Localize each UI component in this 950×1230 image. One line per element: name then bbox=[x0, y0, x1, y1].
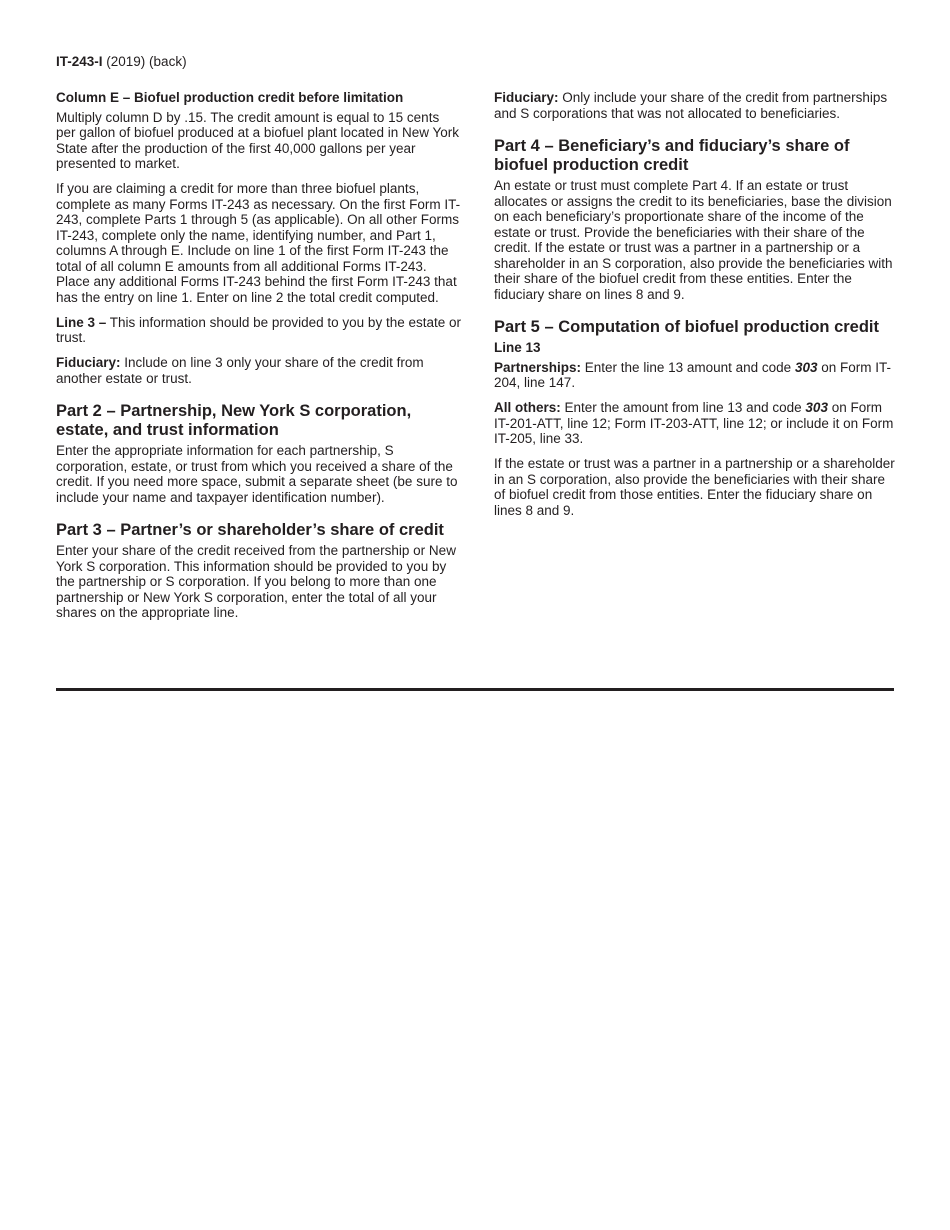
all-others-text-before: Enter the amount from line 13 and code bbox=[560, 400, 806, 415]
part-3-paragraph: Enter your share of the credit received from the partnership or New York S corporation. This information should be provided to you by the partnership or S corporation. If you belong to more than one partnership or New York S corporation, enter the total of all your shares on the appropriate line. bbox=[56, 543, 456, 620]
form-id: IT-243-I bbox=[56, 54, 103, 69]
all-others-text-after: on Form IT-201-ATT, line 12; Form IT-203-ATT, line 12; or include it on Form IT-205, line 33. bbox=[494, 400, 894, 446]
all-others-paragraph bbox=[494, 400, 896, 447]
column-e-heading: Column E – Biofuel production credit before limitation bbox=[56, 90, 404, 105]
left-column bbox=[56, 90, 461, 630]
column-e-paragraph-2: If you are claiming a credit for more than three biofuel plants, complete as many Forms IT-243 as necessary. On the first Form IT-243, complete Parts 1 through 5 (as applicable). On all other Forms IT-243, complete only the name, identifying number, and Part 1, columns A through E. Include on line 1 of the first Form IT-243 the total of all column E amounts from all additional Forms IT-243. Place any additional Forms IT-243 behind the first Form IT-243 that has the entry on line 1. Enter on line 2 the total credit computed. bbox=[56, 181, 461, 305]
part-4-paragraph: An estate or trust must complete Part 4. If an estate or trust allocates or assigns the credit to its beneficiaries, base the division on each beneficiary’s proportionate share of the income of the estate or trust. Provide the beneficiaries with their share of the credit. If the estate or trust was a partner in a partnership or a shareholder in an S corporation, also provide the beneficiaries with their share of the biofuel credit from these entities. Enter the fiduciary share on lines 8 and 9. bbox=[494, 178, 893, 302]
column-e-paragraph-1: Multiply column D by .15. The credit amount is equal to 15 cents per gallon of biofuel produced at a biofuel plant located in New York State after the production of the first 40,000 gallons per year presented to market. bbox=[56, 109, 460, 171]
part-2-heading: Part 2 – Partnership, New York S corporation, estate, and trust information bbox=[56, 402, 412, 439]
estate-trust-paragraph: If the estate or trust was a partner in a partnership or a shareholder in an S corporation, also provide the beneficiaries with their share of biofuel credit from those entities. Enter the fiduciary share on lines 8 and 9. bbox=[494, 456, 895, 518]
part-3-heading: Part 3 – Partner’s or shareholder’s share of credit bbox=[56, 521, 444, 539]
part-2-paragraph: Enter the appropriate information for each partnership, S corporation, estate, or trust from which you received a share of the credit. If you need more space, submit a separate sheet (be sure to include your name and taxpayer identification number). bbox=[56, 443, 458, 505]
line-3-lead: Line 3 – bbox=[56, 314, 107, 330]
fiduciary-paragraph-left bbox=[56, 355, 461, 386]
fiduciary-lead-right: Fiduciary: bbox=[494, 90, 559, 105]
fiduciary-text-left: Include on line 3 only your share of the credit from another estate or trust. bbox=[56, 355, 424, 386]
partnerships-code: 303 bbox=[794, 359, 818, 375]
all-others-code: 303 bbox=[805, 400, 828, 415]
all-others-lead: All others: bbox=[494, 400, 561, 415]
line-3-text: This information should be provided to you by the estate or trust. bbox=[56, 314, 461, 345]
partnerships-paragraph bbox=[494, 360, 896, 391]
line-13-heading: Line 13 bbox=[494, 340, 541, 355]
right-column bbox=[494, 90, 896, 528]
fiduciary-text-right: Only include your share of the credit from partnerships and S corporations that was not allocated to beneficiaries. bbox=[494, 90, 888, 121]
part-4-heading: Part 4 – Beneficiary’s and fiduciary’s share of biofuel production credit bbox=[494, 137, 850, 174]
fiduciary-paragraph-right bbox=[494, 90, 896, 121]
section-divider-rule bbox=[56, 688, 894, 691]
fiduciary-lead-left: Fiduciary: bbox=[56, 355, 121, 370]
page-header bbox=[56, 54, 187, 70]
form-year-side: (2019) (back) bbox=[102, 54, 187, 69]
line-3-paragraph bbox=[56, 315, 461, 346]
partnerships-text-after: on Form IT-204, line 147. bbox=[494, 359, 891, 390]
partnerships-text-before: Enter the line 13 amount and code bbox=[581, 359, 795, 375]
partnerships-lead: Partnerships: bbox=[494, 359, 582, 375]
part-5-heading: Part 5 – Computation of biofuel production credit bbox=[494, 318, 880, 336]
